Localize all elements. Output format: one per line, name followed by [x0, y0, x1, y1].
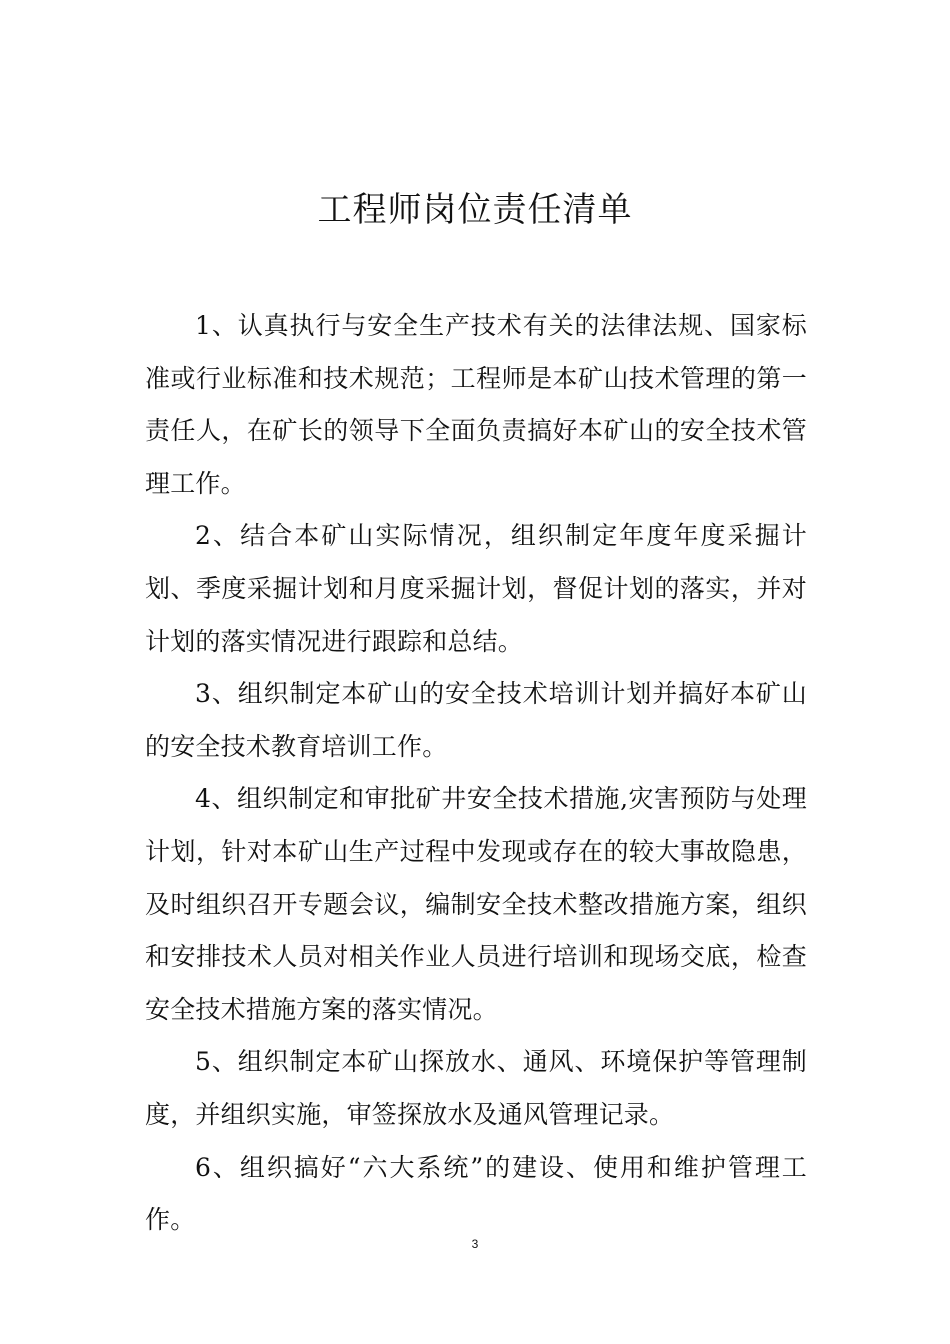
paragraph-1: 1、认真执行与安全生产技术有关的法律法规、国家标准或行业标准和技术规范；工程师是本矿山技术管理的第一责任人，在矿长的领导下全面负责搞好本矿山的安全技术管理工作。	[145, 311, 807, 498]
paragraph-3: 3、组织制定本矿山的安全技术培训计划并搞好本矿山的安全技术教育培训工作。	[145, 679, 807, 761]
paragraph-4: 4、组织制定和审批矿井安全技术措施,灾害预防与处理计划，针对本矿山生产过程中发现或存在的较大事故隐患，及时组织召开专题会议，编制安全技术整改措施方案，组织和安排技术人员对相关作业人员进行培训和现场交底，检查安全技术措施方案的落实情况。	[145, 784, 807, 1024]
paragraph-2: 2、结合本矿山实际情况，组织制定年度年度采掘计划、季度采掘计划和月度采掘计划，督促计划的落实，并对计划的落实情况进行跟踪和总结。	[145, 521, 807, 656]
paragraph-6: 6、组织搞好“六大系统”的建设、使用和维护管理工作。	[145, 1152, 807, 1235]
paragraph-5: 5、组织制定本矿山探放水、通风、环境保护等管理制度，并组织实施，审签探放水及通风管理记录。	[145, 1047, 807, 1129]
document-body	[145, 300, 807, 1247]
page-number: 3	[471, 1237, 479, 1251]
document-title: 工程师岗位责任清单	[317, 190, 633, 230]
